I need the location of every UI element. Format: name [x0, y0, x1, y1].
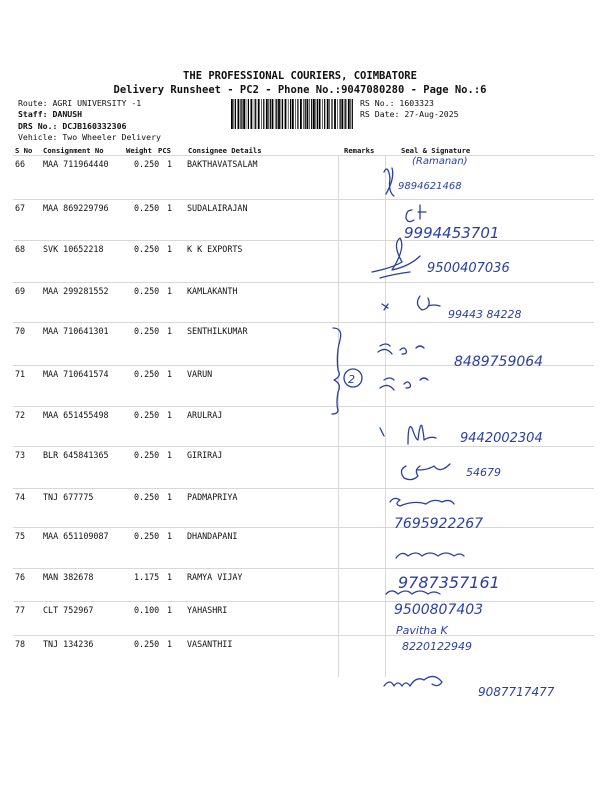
row-pcs: 1 — [161, 602, 187, 636]
row-sno: 71 — [13, 366, 43, 407]
row-remarks — [338, 602, 385, 636]
table-row — [13, 323, 594, 366]
row-consignment-no: MAA 651455498 — [43, 407, 128, 447]
barcode-image — [231, 99, 355, 129]
staff-label: Staff: DANUSH — [18, 109, 83, 119]
rs-no-label: RS No.: 1603323 — [360, 98, 434, 108]
row-pcs: 1 — [161, 528, 187, 569]
row-consignee: DHANDAPANI — [187, 528, 338, 569]
row-weight: 0.250 — [128, 241, 161, 283]
table-row — [13, 528, 594, 569]
row-consignment-no: BLR 645841365 — [43, 447, 128, 489]
row-pcs: 1 — [161, 200, 187, 241]
row-consignee: RAMYA VIJAY — [187, 569, 338, 602]
col-sno-header: S No — [15, 146, 33, 155]
table-row — [13, 407, 594, 447]
row-sno: 74 — [13, 489, 43, 528]
r69-number: 99443 84228 — [448, 308, 522, 321]
row-sno: 67 — [13, 200, 43, 241]
row-remarks — [338, 636, 385, 677]
row-consignment-no: MAA 710641574 — [43, 366, 128, 407]
table-row — [13, 489, 594, 528]
drs-label: DRS No.: DCJB160332306 — [18, 121, 127, 131]
row-pcs: 1 — [161, 283, 187, 323]
runsheet-title: Delivery Runsheet - PC2 - Phone No.:9047080280 - Page No.:6 — [113, 84, 487, 96]
row-remarks — [338, 323, 385, 366]
row-consignment-no: TNJ 677775 — [43, 489, 128, 528]
row-remarks — [338, 447, 385, 489]
row-pcs: 1 — [161, 241, 187, 283]
row-sno: 78 — [13, 636, 43, 677]
row-seal-signature — [385, 447, 594, 489]
row-seal-signature — [385, 528, 594, 569]
row-consignee: SENTHILKUMAR — [187, 323, 338, 366]
r77-number: 8220122949 — [402, 640, 472, 653]
col-consignment-header: Consignment No — [43, 146, 104, 155]
row-pcs: 1 — [161, 323, 187, 366]
col-remarks-header: Remarks — [344, 146, 375, 155]
row-remarks — [338, 200, 385, 241]
row-consignment-no: MAA 869229796 — [43, 200, 128, 241]
table-row — [13, 366, 594, 407]
row-sno: 66 — [13, 156, 43, 200]
row-seal-signature — [385, 569, 594, 602]
row-78-signature — [384, 676, 555, 699]
row-consignment-no: MAA 711964440 — [43, 156, 128, 200]
r74-number: 7695922267 — [394, 516, 484, 532]
row-pcs: 1 — [161, 447, 187, 489]
row-consignment-no: MAA 299281552 — [43, 283, 128, 323]
table-row — [13, 447, 594, 489]
row-seal-signature — [385, 366, 594, 407]
table-row — [13, 636, 594, 677]
row-weight: 0.250 — [128, 323, 161, 366]
row-sno: 77 — [13, 602, 43, 636]
row-seal-signature — [385, 241, 594, 283]
row-consignment-no: MAN 382678 — [43, 569, 128, 602]
vehicle-label: Vehicle: Two Wheeler Delivery — [18, 132, 161, 142]
row-consignment-no: CLT 752967 — [43, 602, 128, 636]
row-pcs: 1 — [161, 156, 187, 200]
r75-number: 9787357161 — [398, 573, 500, 592]
row-remarks — [338, 156, 385, 200]
row-remarks — [338, 283, 385, 323]
row-seal-signature — [385, 602, 594, 636]
row-weight: 0.250 — [128, 489, 161, 528]
row-remarks — [338, 569, 385, 602]
row-pcs: 1 — [161, 636, 187, 677]
row-weight: 1.175 — [128, 569, 161, 602]
r72-number: 9442002304 — [460, 431, 543, 446]
row-seal-signature — [385, 489, 594, 528]
row-consignee: KAMLAKANTH — [187, 283, 338, 323]
row-weight: 0.250 — [128, 407, 161, 447]
row-pcs: 1 — [161, 569, 187, 602]
row-consignee: K K EXPORTS — [187, 241, 338, 283]
row-consignee: ARULRAJ — [187, 407, 338, 447]
row-pcs: 1 — [161, 366, 187, 407]
r76-number: 9500807403 — [394, 602, 484, 618]
row-consignee: PADMAPRIYA — [187, 489, 338, 528]
row-remarks — [338, 528, 385, 569]
row-seal-signature — [385, 323, 594, 366]
company-title: THE PROFESSIONAL COURIERS, COIMBATORE — [183, 70, 417, 82]
row-consignee: BAKTHAVATSALAM — [187, 156, 338, 200]
route-label: Route: AGRI UNIVERSITY -1 — [18, 98, 142, 108]
row-seal-signature — [385, 200, 594, 241]
row-seal-signature — [385, 156, 594, 200]
row-consignee: VASANTHII — [187, 636, 338, 677]
table-row — [13, 156, 594, 200]
r66-number: 9894621468 — [398, 181, 462, 192]
row-remarks — [338, 489, 385, 528]
r68-number: 9500407036 — [427, 261, 510, 276]
table-row — [13, 283, 594, 323]
row-sno: 69 — [13, 283, 43, 323]
row-remarks — [338, 366, 385, 407]
rs-date-label: RS Date: 27-Aug-2025 — [360, 109, 459, 119]
row-seal-signature — [385, 283, 594, 323]
row-weight: 0.250 — [128, 156, 161, 200]
table-row — [13, 200, 594, 241]
row-consignee: VARUN — [187, 366, 338, 407]
row-weight: 0.250 — [128, 283, 161, 323]
row-seal-signature — [385, 407, 594, 447]
row-pcs: 1 — [161, 407, 187, 447]
row-weight: 0.250 — [128, 528, 161, 569]
row-sno: 70 — [13, 323, 43, 366]
row-sno: 73 — [13, 447, 43, 489]
row-weight: 0.250 — [128, 447, 161, 489]
col-pcs-header: PCS — [158, 146, 171, 155]
row-consignment-no: TNJ 134236 — [43, 636, 128, 677]
row-consignment-no: MAA 710641301 — [43, 323, 128, 366]
bracket-count: 2 — [348, 373, 355, 386]
row-seal-signature — [385, 636, 594, 677]
row-sno: 75 — [13, 528, 43, 569]
row-remarks — [338, 407, 385, 447]
r73-number: 54679 — [466, 466, 501, 479]
col-consignee-header: Consignee Details — [188, 146, 262, 155]
table-row — [13, 602, 594, 636]
r70-number: 8489759064 — [454, 354, 544, 370]
r66-note: (Ramanan) — [412, 156, 468, 167]
row-weight: 0.250 — [128, 200, 161, 241]
row-sno: 76 — [13, 569, 43, 602]
row-consignment-no: MAA 651109087 — [43, 528, 128, 569]
row-weight: 0.250 — [128, 366, 161, 407]
row-consignee: SUDALAIRAJAN — [187, 200, 338, 241]
runsheet-table — [13, 155, 594, 677]
table-row — [13, 241, 594, 283]
r67-number: 9994453701 — [404, 224, 500, 242]
row-sno: 72 — [13, 407, 43, 447]
row-consignee: GIRIRAJ — [187, 447, 338, 489]
col-seal-header: Seal & Signature — [401, 146, 471, 155]
row-remarks — [338, 241, 385, 283]
r78-number: 9087717477 — [478, 685, 555, 699]
col-weight-header: Weight — [126, 146, 152, 155]
row-sno: 68 — [13, 241, 43, 283]
row-weight: 0.250 — [128, 636, 161, 677]
row-weight: 0.100 — [128, 602, 161, 636]
row-consignment-no: SVK 10652218 — [43, 241, 128, 283]
row-pcs: 1 — [161, 489, 187, 528]
r77-name: Pavitha K — [396, 624, 448, 637]
row-consignee: YAHASHRI — [187, 602, 338, 636]
table-row — [13, 569, 594, 602]
